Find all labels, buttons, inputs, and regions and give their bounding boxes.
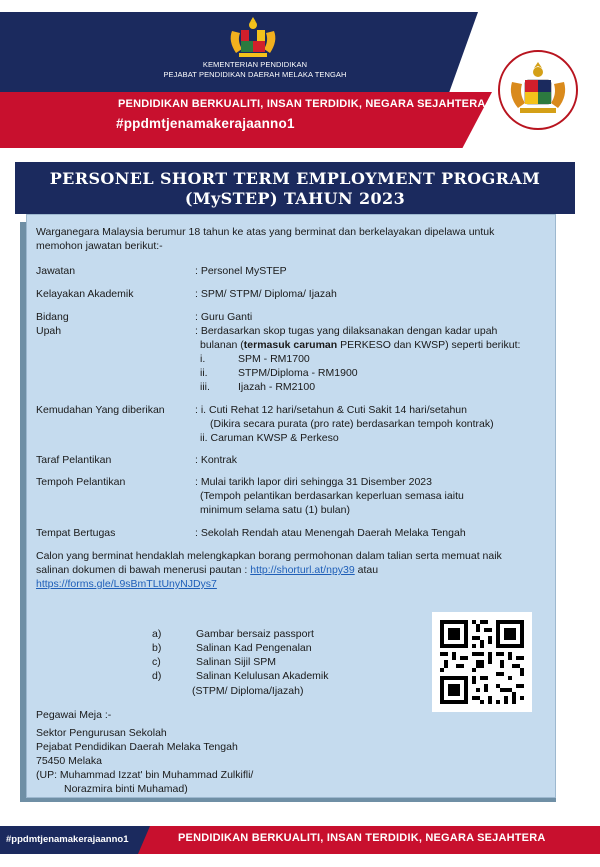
contact-line-1: Sektor Pengurusan Sekolah [36,727,167,739]
title-banner [15,162,575,214]
title-line-2: (MySTEP) TAHUN 2023 [184,189,406,208]
upah-line-2-pre: bulanan ( [200,339,244,351]
document-num: d) [152,670,162,682]
tempoh-line-3: minimum selama satu (1) bulan) [200,504,350,516]
intro-line-1: Warganegara Malaysia berumur 18 tahun ke atas yang berminat dan berkelayakan dipelawa untuk [36,226,495,238]
upah-line-1: : Berdasarkan skop tugas yang dilaksanakan dengan kadar upah [195,325,498,337]
document-num: a) [152,628,162,640]
document-text: Salinan Kad Pengenalan [196,642,312,654]
intro-line-2: memohon jawatan berikut:- [36,240,163,252]
tempoh-line-2: (Tempoh pelantikan berdasarkan keperluan semasa iaitu [200,490,464,502]
document-text: Salinan Kelulusan Akademik [196,670,329,682]
apply-line-2 [36,563,378,577]
header-hashtag: #ppdmtjenamakerajaanno1 [116,116,295,131]
qr-code-icon [432,612,532,712]
contact-line-2: Pejabat Pendidikan Daerah Melaka Tengah [36,741,238,753]
footer-motto: PENDIDIKAN BERKUALITI, INSAN TERDIDIK, NEGARA SEJAHTERA [178,832,546,844]
rate-text: Ijazah - RM2100 [238,381,316,393]
ministry-line-1: KEMENTERIAN PENDIDIKAN [202,60,308,69]
melaka-seal-icon [500,52,576,128]
jawatan-label: Jawatan [36,265,76,277]
tempoh-label: Tempoh Pelantikan [36,476,126,488]
contact-line-4: (UP: Muhammad Izzat' bin Muhammad Zulkifli/ [36,769,254,781]
document-num: c) [152,656,161,668]
ministry-line-2: PEJABAT PENDIDIKAN DAERAH MELAKA TENGAH [163,70,347,79]
footer-hashtag: #ppdmtjenamakerajaanno1 [6,834,129,845]
document-text: Salinan Sijil SPM [196,656,276,668]
tempat-value: : Sekolah Rendah atau Menengah Daerah Melaka Tengah [195,527,466,539]
documents-note: (STPM/ Diploma/Ijazah) [192,685,304,697]
rate-num: ii. [200,367,208,379]
document-text: Gambar bersaiz passport [196,628,314,640]
kemudahan-line-2: (Dikira secara purata (pro rate) berdasarkan tempoh kontrak) [210,418,494,430]
apply-line-2-pre: salinan dokumen di bawah menerusi pautan : [36,564,251,576]
bidang-label: Bidang [36,311,69,323]
shorturl-link[interactable]: http://shorturl.at/npy39 [250,564,355,576]
jawatan-value: : Personel MySTEP [195,265,287,277]
upah-line-2 [200,338,520,352]
contact-line-3: 75450 Melaka [36,755,102,767]
taraf-label: Taraf Pelantikan [36,454,112,466]
kelayakan-value: : SPM/ STPM/ Diploma/ Ijazah [195,288,337,300]
state-seal [498,50,578,130]
tempat-label: Tempat Bertugas [36,527,116,539]
apply-line-3 [36,577,217,591]
kemudahan-label: Kemudahan Yang diberikan [36,404,165,416]
contact-heading: Pegawai Meja :- [36,709,112,721]
rate-num: i. [200,353,206,365]
kelayakan-label: Kelayakan Akademik [36,288,134,300]
upah-label: Upah [36,325,62,337]
tempoh-line-1: : Mulai tarikh lapor diri sehingga 31 Disember 2023 [195,476,432,488]
ministry-name [150,60,360,80]
apply-line-2-post: atau [354,564,379,576]
document-num: b) [152,642,162,654]
kemudahan-line-1: : i. Cuti Rehat 12 hari/setahun & Cuti Sakit 14 hari/setahun [195,404,467,416]
upah-line-2-bold: termasuk caruman [243,339,338,351]
header-motto: PENDIDIKAN BERKUALITI, INSAN TERDIDIK, NEGARA SEJAHTERA [118,98,486,110]
apply-line-1: Calon yang berminat hendaklah melengkapkan borang permohonan dalam talian serta memuat naik [36,550,502,562]
rate-num: iii. [200,381,210,393]
title-line-1: PERSONEL SHORT TERM EMPLOYMENT PROGRAM [49,169,541,188]
qr-code[interactable] [432,612,532,712]
kemudahan-line-3: ii. Caruman KWSP & Perkeso [200,432,339,444]
rate-text: STPM/Diploma - RM1900 [238,367,358,379]
bidang-value: : Guru Ganti [195,311,253,323]
upah-line-2-post: PERKESO dan KWSP) seperti berikut: [337,339,521,351]
taraf-value: : Kontrak [195,454,238,466]
google-form-link[interactable]: https://forms.gle/L9sBmTLtUnyNJDys7 [36,578,217,590]
rate-text: SPM - RM1700 [238,353,310,365]
malaysia-crest-icon [226,15,280,59]
contact-line-5: Norazmira binti Muhamad) [64,783,188,795]
